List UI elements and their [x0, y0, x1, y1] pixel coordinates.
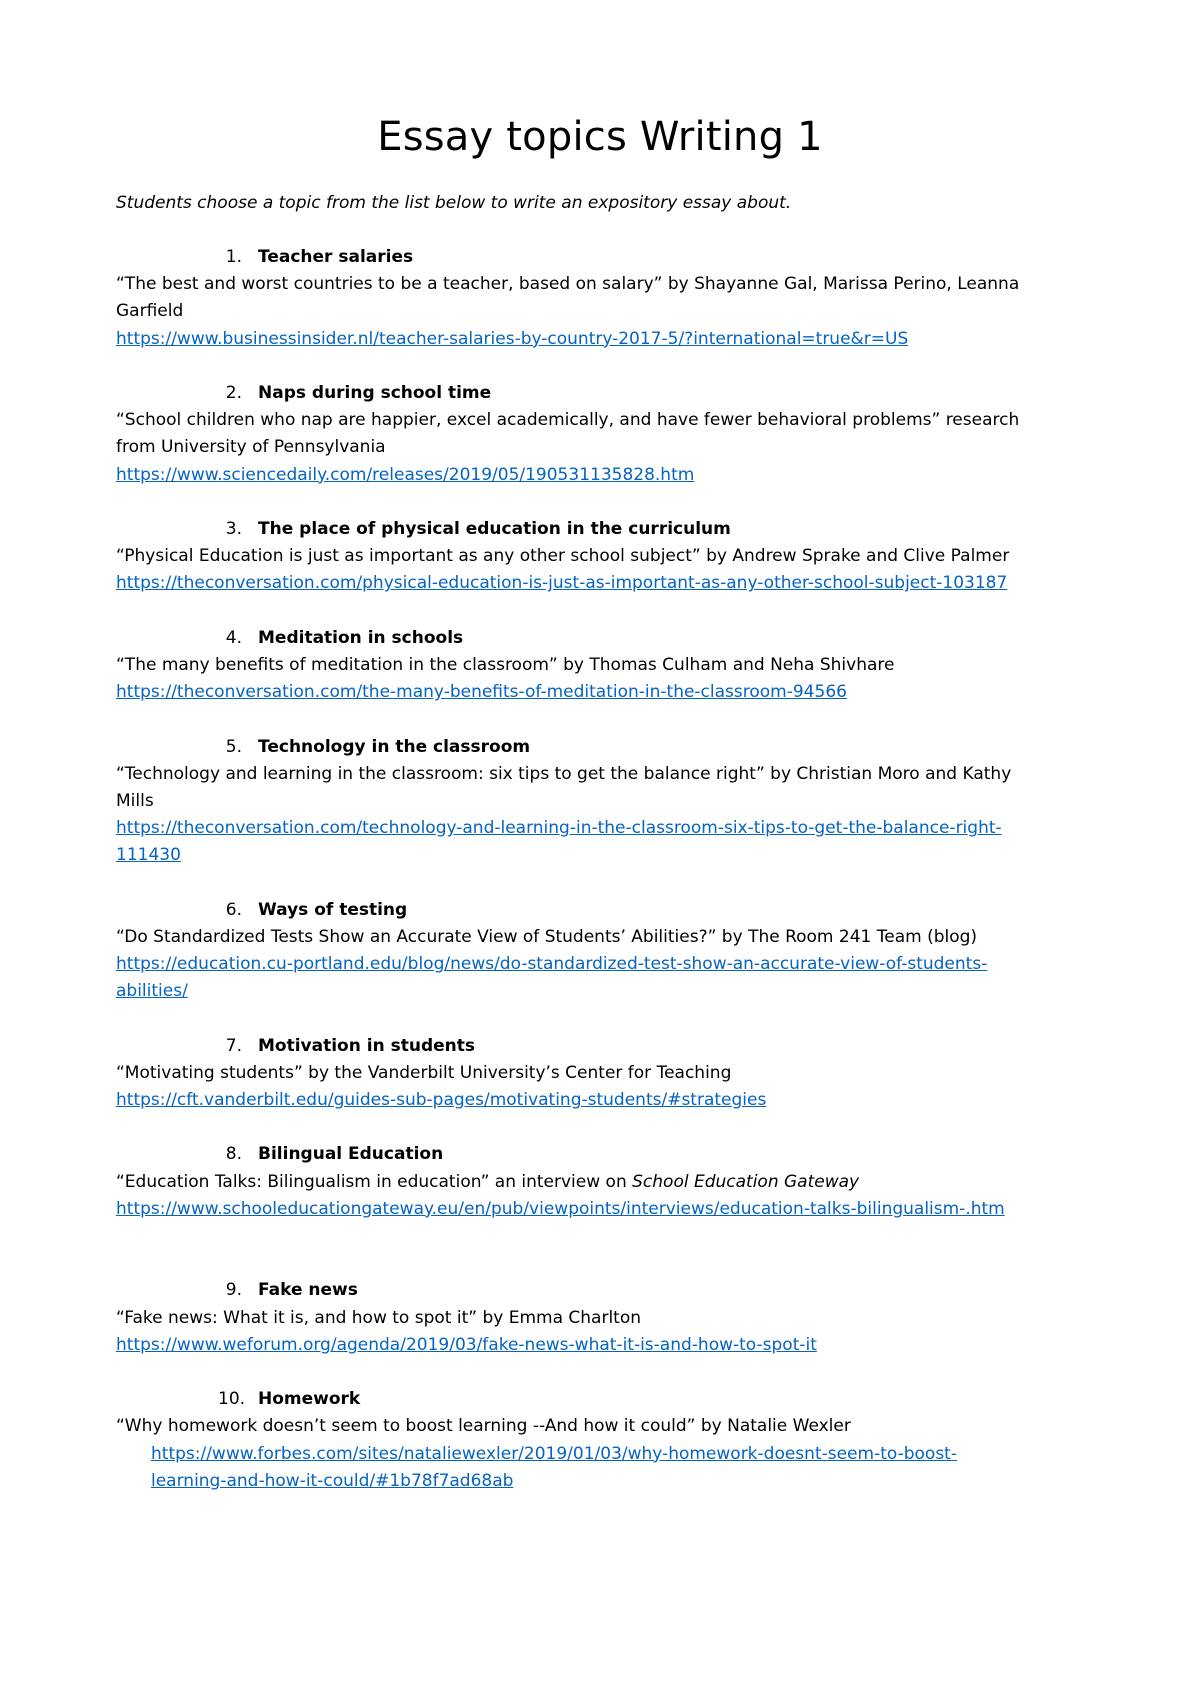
source-text: “The best and worst countries to be a teacher, based on salary” by Shayanne Gal, Marissa Perino, Leanna — [116, 274, 1020, 295]
topic-number: 6. — [225, 899, 242, 920]
topic-item — [116, 1141, 1096, 1223]
source-text: “Do Standardized Tests Show an Accurate View of Students’ Abilities?” by The Room 241 Team (blog) — [116, 926, 978, 947]
source-link[interactable]: https://www.businessinsider.nl/teacher-salaries-by-country-2017-5/?international=true&r=US — [116, 328, 909, 349]
topic-item — [116, 897, 1096, 1006]
intro-text: Students choose a topic from the list below to write an expository essay about. — [116, 193, 792, 213]
topic-number: 10. — [218, 1389, 246, 1410]
topic-title: Motivation in students — [258, 1035, 475, 1056]
topic-number: 8. — [225, 1144, 242, 1165]
topic-heading — [116, 380, 1096, 407]
topic-heading — [116, 897, 1096, 924]
topic-heading — [116, 625, 1096, 652]
source-publication: School Education Gateway — [632, 1171, 860, 1192]
topic-item — [116, 1386, 1096, 1495]
topic-number: 1. — [225, 247, 242, 267]
source-text: Garfield — [116, 301, 184, 322]
topic-title: Bilingual Education — [258, 1144, 444, 1165]
topic-title: Technology in the classroom — [258, 736, 531, 757]
source-text: “Motivating students” by the Vanderbilt University’s Center for Teaching — [116, 1062, 732, 1083]
topic-number: 3. — [225, 518, 242, 539]
topic-title: Fake news — [258, 1280, 358, 1301]
topic-title: Teacher salaries — [258, 247, 414, 267]
topic-item — [116, 1277, 1096, 1359]
topic-title: Meditation in schools — [258, 627, 464, 648]
topic-title: Ways of testing — [258, 899, 408, 920]
source-link[interactable]: https://education.cu-portland.edu/blog/news/do-standardized-test-show-an-accurate-view-of-students- — [116, 954, 988, 975]
topic-item — [116, 734, 1096, 870]
source-link[interactable]: abilities/ — [116, 981, 188, 1002]
topic-title: The place of physical education in the curriculum — [258, 518, 731, 539]
topic-heading — [116, 1033, 1096, 1060]
source-link[interactable]: https://www.sciencedaily.com/releases/2019/05/190531135828.htm — [116, 464, 695, 485]
source-text: “Physical Education is just as important as any other school subject” by Andrew Sprake and Clive Palmer — [116, 546, 1010, 567]
topic-title: Naps during school time — [258, 382, 492, 403]
topic-item — [116, 516, 1096, 598]
source-link[interactable]: https://theconversation.com/physical-education-is-just-as-important-as-any-other-school-subject-103187 — [116, 573, 1008, 594]
topic-title: Homework — [258, 1389, 361, 1410]
topic-number: 9. — [225, 1280, 242, 1301]
source-link[interactable]: https://www.schooleducationgateway.eu/en/pub/viewpoints/interviews/education-talks-bilingualism-.htm — [116, 1198, 1005, 1219]
source-text: “School children who nap are happier, excel academically, and have fewer behavioral problems” research — [116, 410, 1020, 431]
source-text: “Fake news: What it is, and how to spot it” by Emma Charlton — [116, 1307, 642, 1328]
source-text — [116, 1169, 1096, 1196]
topic-number: 4. — [225, 627, 242, 648]
source-text: from University of Pennsylvania — [116, 437, 386, 458]
source-text: Mills — [116, 790, 154, 811]
topic-list — [116, 244, 1096, 1495]
topic-heading — [116, 1386, 1096, 1413]
source-link[interactable]: 111430 — [116, 845, 181, 866]
topic-heading — [116, 244, 1096, 271]
topic-number: 2. — [225, 382, 242, 403]
topic-heading — [116, 516, 1096, 543]
source-link[interactable]: https://www.weforum.org/agenda/2019/03/fake-news-what-it-is-and-how-to-spot-it — [116, 1334, 817, 1355]
topic-heading — [116, 1141, 1096, 1168]
topic-heading — [116, 1277, 1096, 1304]
topic-item — [116, 380, 1096, 489]
source-link[interactable]: learning-and-how-it-could/#1b78f7ad68ab — [151, 1470, 514, 1491]
source-text: “The many benefits of meditation in the classroom” by Thomas Culham and Neha Shivhare — [116, 654, 895, 675]
source-text: “Why homework doesn’t seem to boost learning --And how it could” by Natalie Wexler — [116, 1416, 851, 1437]
topic-item — [116, 625, 1096, 707]
source-text: “Technology and learning in the classroom: six tips to get the balance right” by Christian Moro and Kathy — [116, 763, 1012, 784]
topic-item — [116, 1033, 1096, 1115]
source-text-prefix: “Education Talks: Bilingualism in education” an interview on — [116, 1171, 633, 1192]
topic-number: 7. — [225, 1035, 242, 1056]
source-link[interactable]: https://www.forbes.com/sites/nataliewexler/2019/01/03/why-homework-doesnt-seem-to-boost- — [151, 1443, 957, 1464]
source-link[interactable]: https://theconversation.com/technology-and-learning-in-the-classroom-six-tips-to-get-the-balance-right- — [116, 818, 1002, 839]
source-link[interactable]: https://theconversation.com/the-many-benefits-of-meditation-in-the-classroom-94566 — [116, 682, 847, 703]
topic-heading — [116, 734, 1096, 761]
topic-number: 5. — [225, 736, 242, 757]
topic-item — [116, 244, 1096, 353]
document-title: Essay topics Writing 1 — [377, 114, 823, 160]
source-link[interactable]: https://cft.vanderbilt.edu/guides-sub-pages/motivating-students/#strategies — [116, 1090, 767, 1111]
